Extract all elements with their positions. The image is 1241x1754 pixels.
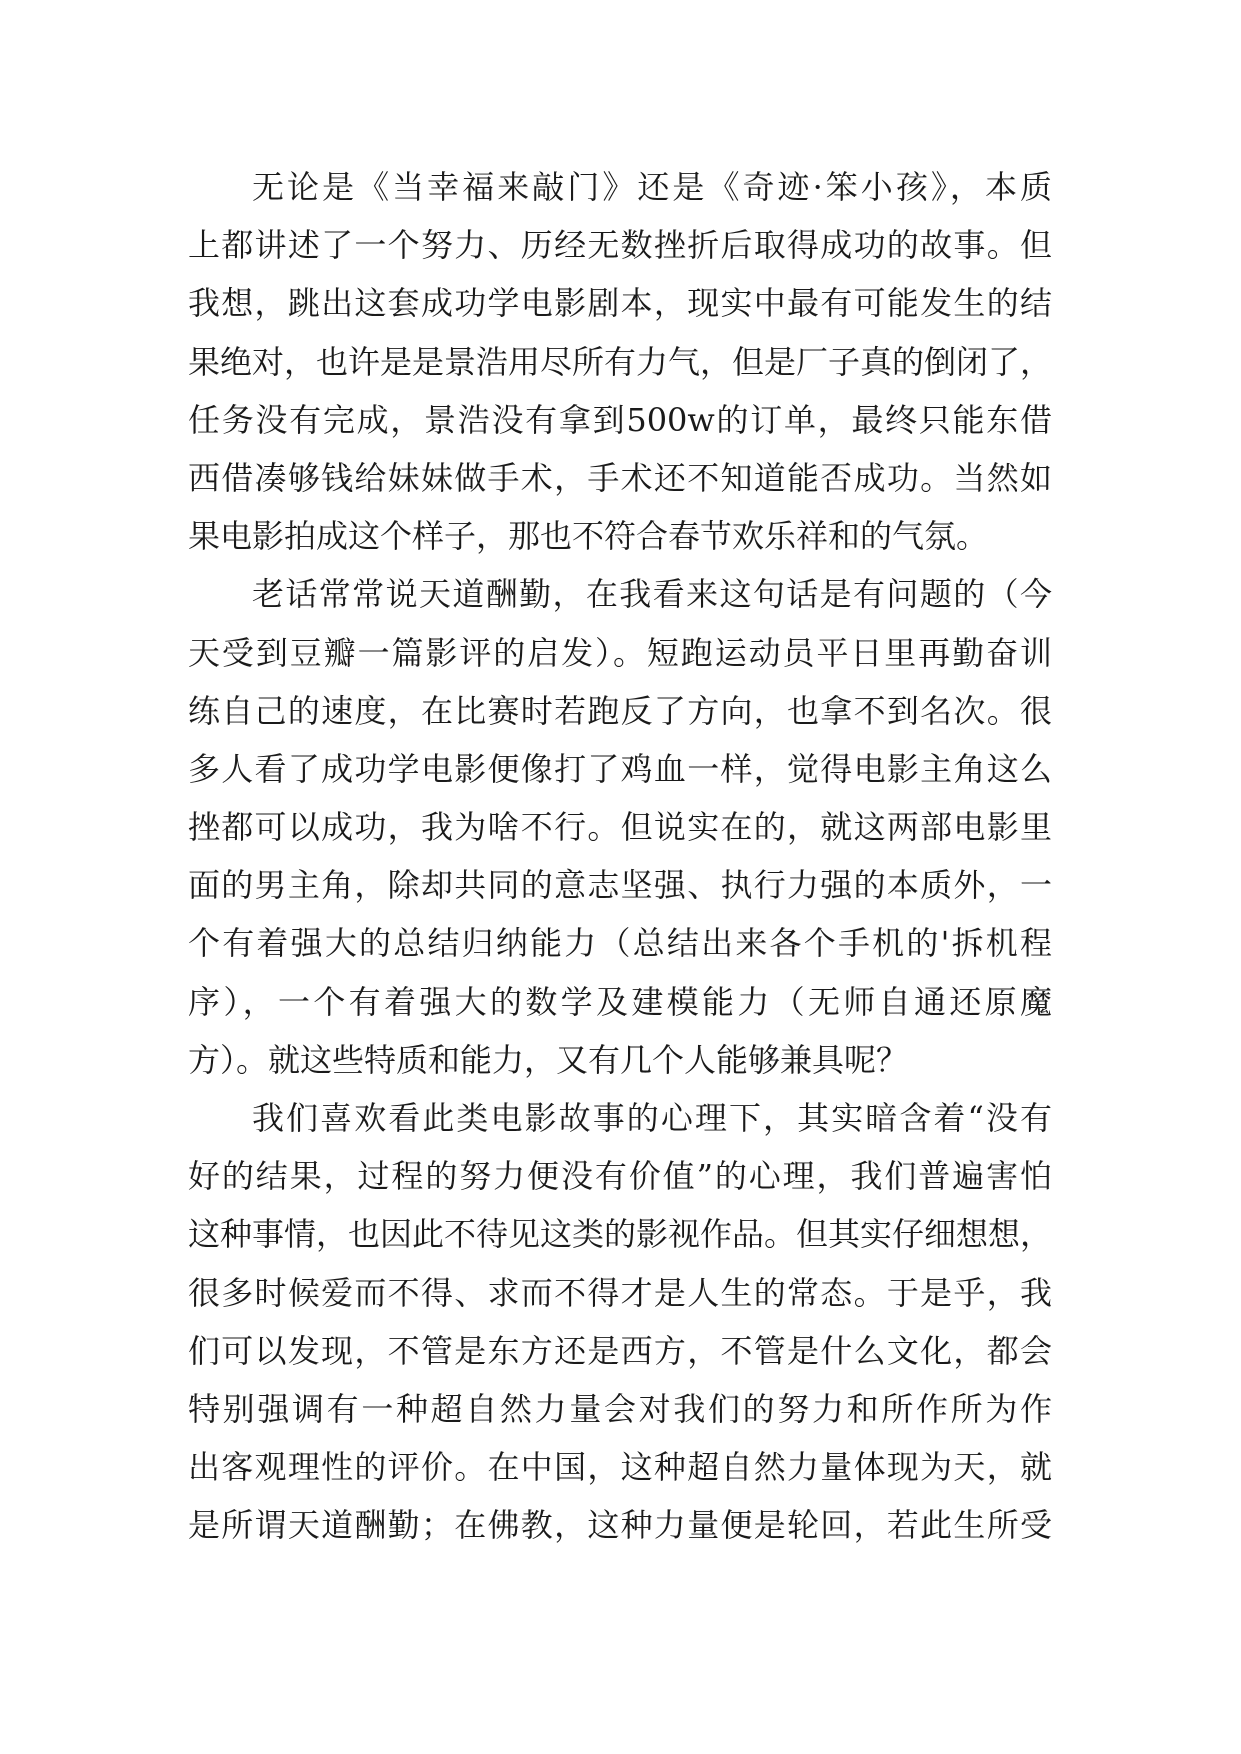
paragraph-3-line-4: 很多时候爱而不得、求而不得才是人生的常态。于是乎，我	[188, 1273, 1052, 1312]
paragraph-2-line-1: 老话常常说天道酬勤，在我看来这句话是有问题的（今	[252, 575, 1052, 614]
paragraph-3-line-1: 我们喜欢看此类电影故事的心理下，其实暗含着“没有	[252, 1099, 1052, 1137]
paragraph-3-line-8: 是所谓天道酬勤；在佛教，这种力量便是轮回，若此生所受	[188, 1506, 1052, 1545]
paragraph-1-line-6: 西借凑够钱给妹妹做手术，手术还不知道能否成功。当然如	[188, 458, 1052, 497]
paragraph-1-line-7: 果电影拍成这个样子，那也不符合春节欢乐祥和的气氛。	[188, 517, 989, 556]
paragraph-2-line-7: 个有着强大的总结归纳能力（总结出来各个手机的'拆机程	[188, 924, 1052, 963]
paragraph-1-line-3: 我想，跳出这套成功学电影剧本，现实中最有可能发生的结	[188, 284, 1052, 323]
paragraph-1-line-4: 果绝对，也许是是景浩用尽所有力气，但是厂子真的倒闭了，	[188, 342, 1053, 381]
paragraph-3-line-2: 好的结果，过程的努力便没有价值”的心理，我们普遍害怕	[188, 1157, 1052, 1196]
paragraph-1-line-2: 上都讲述了一个努力、历经无数挫折后取得成功的故事。但	[188, 226, 1052, 265]
paragraph-2-line-2: 天受到豆瓣一篇影评的启发）。短跑运动员平日里再勤奋训	[188, 633, 1052, 672]
body-text	[188, 158, 1052, 1555]
paragraph-1-line-1: 无论是《当幸福来敲门》还是《奇迹·笨小孩》，本质	[252, 168, 1052, 206]
paragraph-2-line-5: 挫都可以成功，我为啥不行。但说实在的，就这两部电影里	[188, 808, 1052, 847]
paragraph-1-line-5: 任务没有完成，景浩没有拿到500w的订单，最终只能东借	[188, 400, 1052, 439]
paragraph-2-line-8: 序），一个有着强大的数学及建模能力（无师自通还原魔	[188, 982, 1052, 1021]
paragraph-3-line-5: 们可以发现，不管是东方还是西方，不管是什么文化，都会	[188, 1331, 1052, 1370]
paragraph-3-line-6: 特别强调有一种超自然力量会对我们的努力和所作所为作	[188, 1389, 1052, 1428]
paragraph-2-line-6: 面的男主角，除却共同的意志坚强、执行力强的本质外，一	[188, 866, 1052, 905]
paragraph-3-line-7: 出客观理性的评价。在中国，这种超自然力量体现为天，就	[188, 1448, 1052, 1487]
paragraph-3-line-3: 这种事情，也因此不待见这类的影视作品。但其实仔细想想，	[188, 1215, 1053, 1254]
paragraph-2-line-4: 多人看了成功学电影便像打了鸡血一样，觉得电影主角这么	[188, 749, 1052, 788]
paragraph-2-line-9: 方）。就这些特质和能力，又有几个人能够兼具呢？	[188, 1040, 909, 1079]
paragraph-2-line-3: 练自己的速度，在比赛时若跑反了方向，也拿不到名次。很	[188, 691, 1052, 730]
